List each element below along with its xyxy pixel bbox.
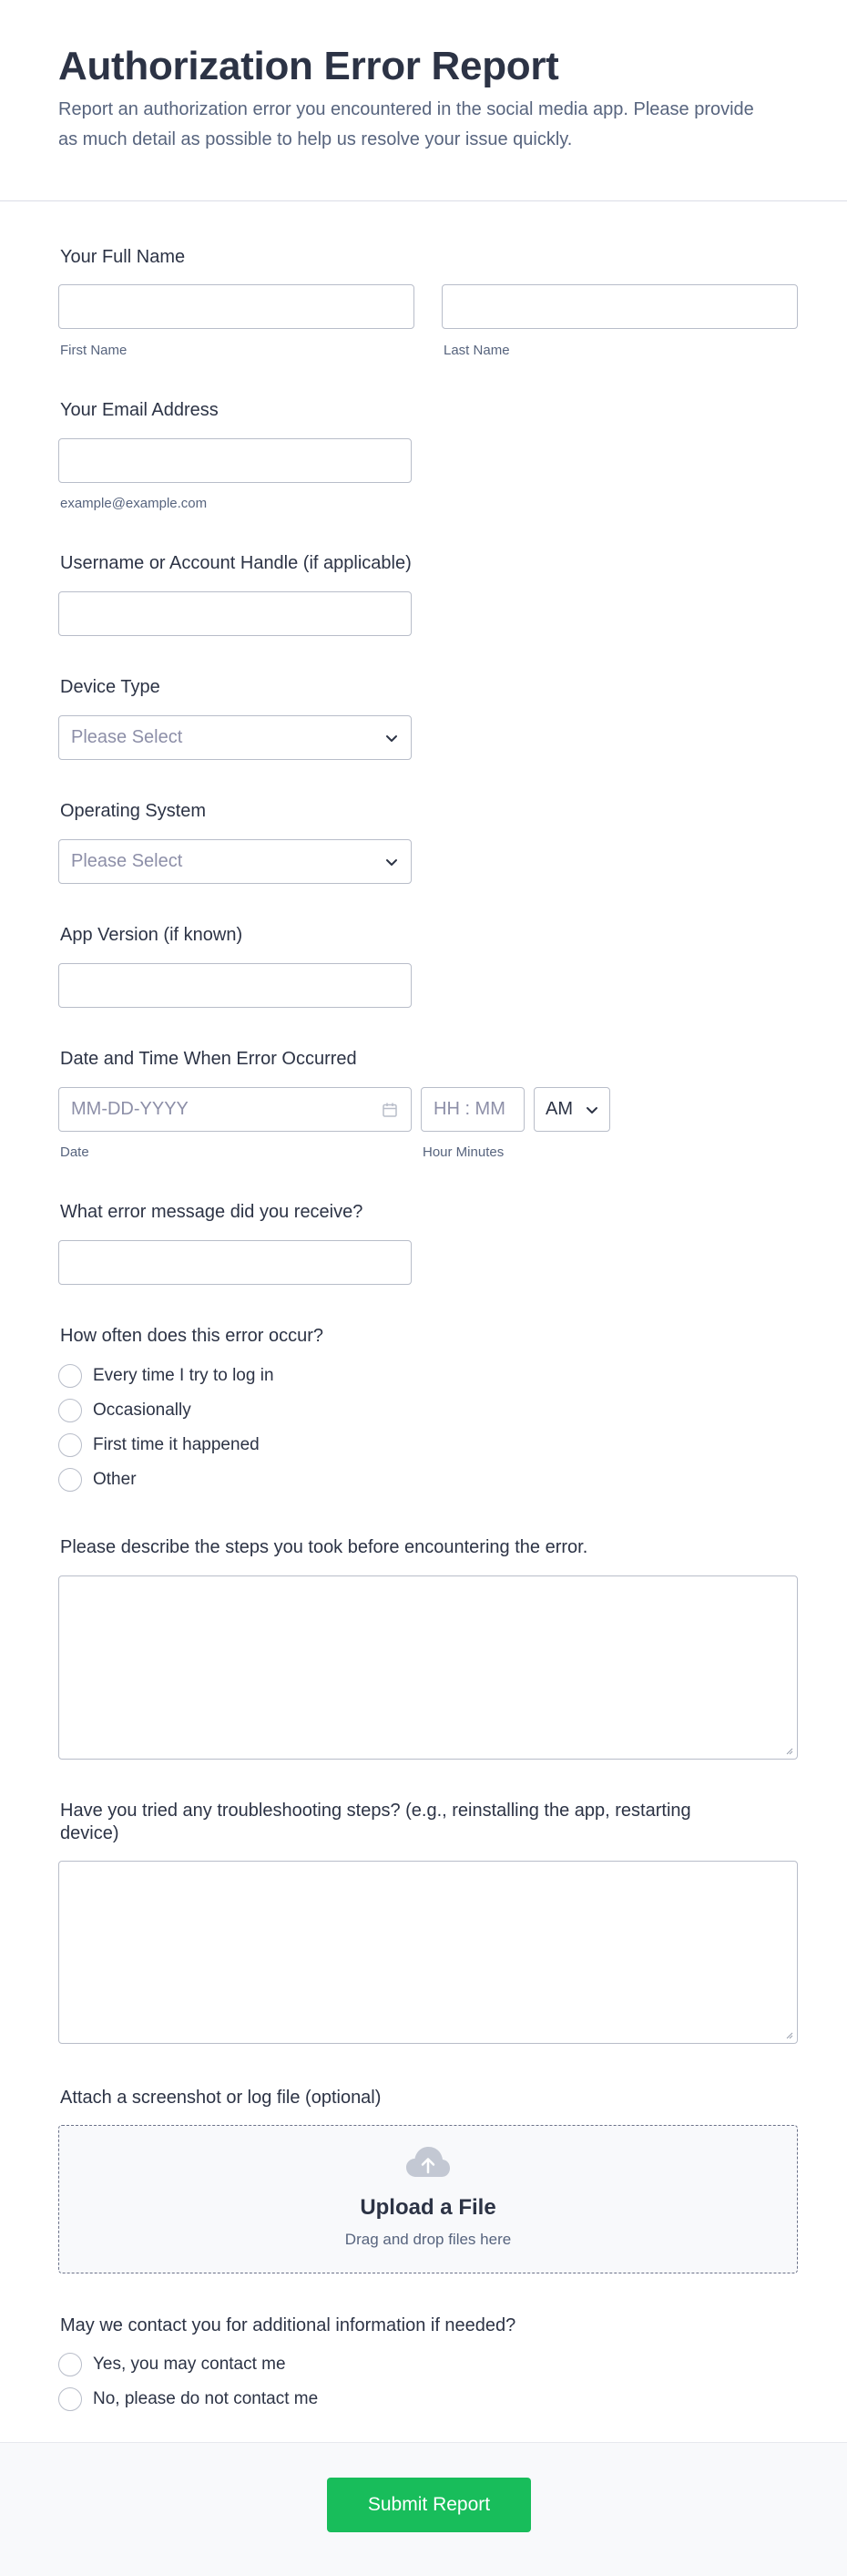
radio-label: Every time I try to log in	[93, 1366, 274, 1385]
troubleshooting-label-line2: device)	[60, 1823, 119, 1843]
attachment-label: Attach a screenshot or log file (optional)	[60, 2088, 382, 2108]
cloud-upload-icon	[404, 2144, 452, 2181]
upload-title: Upload a File	[360, 2195, 496, 2220]
radio-button[interactable]	[58, 1433, 82, 1457]
email-sublabel: example@example.com	[60, 496, 208, 511]
submit-report-button[interactable]: Submit Report	[327, 2478, 531, 2532]
steps-textarea[interactable]	[58, 1575, 798, 1760]
first-name-sublabel: First Name	[60, 343, 128, 358]
radio-button[interactable]	[58, 1399, 82, 1422]
chevron-down-icon	[584, 1102, 600, 1118]
email-input[interactable]	[58, 438, 412, 483]
chevron-down-icon	[383, 854, 400, 870]
full-name-label: Your Full Name	[60, 247, 186, 267]
error-message-label: What error message did you receive?	[60, 1202, 363, 1222]
ampm-value: AM	[546, 1099, 573, 1119]
radio-button[interactable]	[58, 1364, 82, 1388]
radio-button[interactable]	[58, 2353, 82, 2376]
last-name-sublabel: Last Name	[444, 343, 510, 358]
page-title: Authorization Error Report	[58, 44, 559, 88]
os-placeholder: Please Select	[71, 851, 183, 871]
chevron-down-icon	[383, 730, 400, 746]
frequency-label: How often does this error occur?	[60, 1326, 324, 1346]
first-name-input[interactable]	[58, 284, 414, 329]
radio-label: First time it happened	[93, 1435, 260, 1454]
radio-button[interactable]	[58, 1468, 82, 1492]
email-label: Your Email Address	[60, 400, 219, 420]
page-description: Report an authorization error you encountered in the social media app. Please provide as much detail as possible to help us resolve your issue quickly.	[58, 99, 754, 149]
device-type-placeholder: Please Select	[71, 727, 183, 747]
os-label: Operating System	[60, 801, 207, 821]
resize-grip-icon[interactable]	[784, 1746, 793, 1755]
device-type-label: Device Type	[60, 677, 160, 697]
calendar-icon[interactable]	[382, 1102, 398, 1118]
app-version-label: App Version (if known)	[60, 925, 243, 945]
radio-label: Yes, you may contact me	[93, 2355, 286, 2374]
date-sublabel: Date	[60, 1144, 89, 1160]
form-header	[0, 0, 847, 201]
troubleshooting-label	[60, 1800, 807, 1845]
form-footer	[0, 2442, 847, 2576]
troubleshooting-textarea[interactable]	[58, 1861, 798, 2044]
device-type-select[interactable]	[58, 715, 412, 760]
datetime-label: Date and Time When Error Occurred	[60, 1049, 357, 1069]
username-label: Username or Account Handle (if applicable)	[60, 553, 412, 573]
app-version-input[interactable]	[58, 963, 412, 1008]
ampm-select[interactable]	[534, 1087, 610, 1132]
radio-label: No, please do not contact me	[93, 2389, 319, 2408]
steps-label: Please describe the steps you took before encountering the error.	[60, 1537, 588, 1557]
radio-button[interactable]	[58, 2387, 82, 2411]
time-sublabel: Hour Minutes	[423, 1144, 505, 1160]
contact-label: May we contact you for additional information if needed?	[60, 2315, 516, 2335]
troubleshooting-label-line1: Have you tried any troubleshooting steps? (e.g., reinstalling the app, restarting	[60, 1801, 691, 1821]
username-input[interactable]	[58, 591, 412, 636]
resize-grip-icon[interactable]	[784, 2030, 793, 2039]
time-placeholder: HH : MM	[434, 1099, 505, 1119]
radio-label: Other	[93, 1470, 137, 1489]
last-name-input[interactable]	[442, 284, 798, 329]
radio-label: Occasionally	[93, 1401, 191, 1420]
date-input[interactable]	[58, 1087, 412, 1132]
date-placeholder: MM-DD-YYYY	[71, 1099, 189, 1119]
error-message-input[interactable]	[58, 1240, 412, 1285]
time-input[interactable]	[421, 1087, 525, 1132]
file-upload-dropzone[interactable]	[58, 2125, 798, 2273]
upload-subtitle: Drag and drop files here	[344, 2231, 512, 2248]
os-select[interactable]	[58, 839, 412, 884]
